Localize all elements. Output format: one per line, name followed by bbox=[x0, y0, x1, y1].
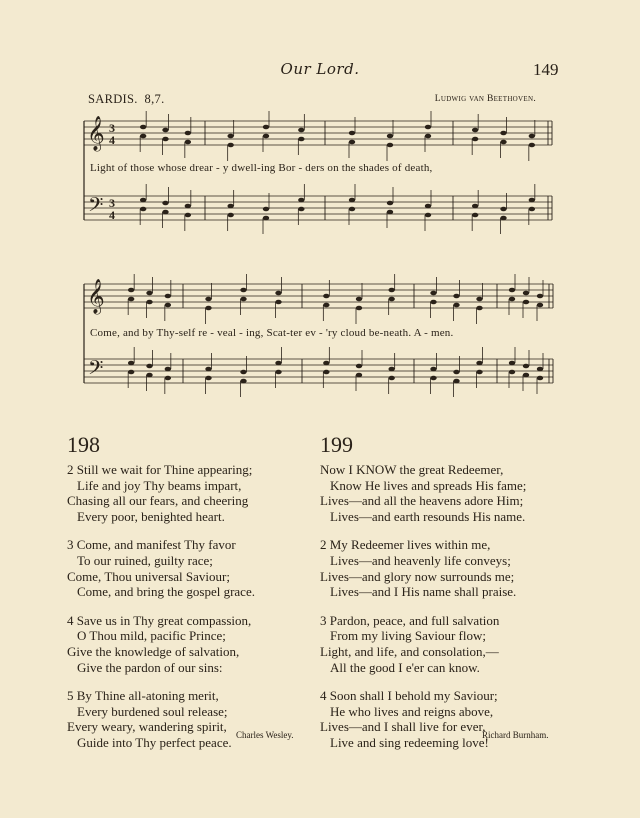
note-head bbox=[537, 367, 543, 372]
note-head bbox=[529, 198, 535, 203]
note-head bbox=[529, 143, 535, 148]
note-head bbox=[388, 288, 394, 293]
note-head bbox=[472, 213, 478, 218]
stanza-line: Now I KNOW the great Redeemer, bbox=[320, 462, 504, 477]
bass-clef-icon: 𝄢 bbox=[88, 356, 104, 384]
note-head bbox=[275, 291, 281, 296]
stanza-line: Chasing all our fears, and cheering bbox=[67, 493, 249, 509]
composer-credit: Ludwig van Beethoven. bbox=[434, 94, 536, 104]
stanza-line: Lives—and earth resounds His name. bbox=[330, 508, 526, 524]
note-head bbox=[388, 367, 394, 372]
note-head bbox=[500, 140, 506, 145]
page-number: 149 bbox=[533, 60, 559, 79]
stanza-line: O Thou mild, pacific Prince; bbox=[77, 628, 226, 644]
note-head bbox=[185, 140, 191, 145]
note-head bbox=[537, 294, 543, 299]
bass-clef-icon: 𝄢 bbox=[88, 193, 104, 221]
lyrics-line-2: Come, and by Thy-self re - veal - ing, Scat-ter ev - 'ry cloud be-neath. A - men. bbox=[90, 327, 454, 339]
note-head bbox=[453, 370, 459, 375]
treble-clef-icon: 𝄞 bbox=[87, 279, 105, 314]
stanza bbox=[67, 462, 317, 524]
treble-clef-icon: 𝄞 bbox=[87, 116, 105, 151]
note-head bbox=[537, 303, 543, 308]
note-head bbox=[165, 367, 171, 372]
note-head bbox=[349, 131, 355, 136]
stanza bbox=[320, 613, 570, 675]
stanza-line: From my living Saviour flow; bbox=[330, 628, 486, 644]
note-head bbox=[430, 291, 436, 296]
note-head bbox=[240, 379, 246, 384]
lyrics-line-1: Light of those whose drear - y dwell-ing Bor - ders on the shades of death, bbox=[90, 162, 433, 174]
note-head bbox=[425, 125, 431, 130]
stanza-line: To our ruined, guilty race; bbox=[77, 552, 213, 568]
note-head bbox=[388, 376, 394, 381]
note-head bbox=[523, 364, 529, 369]
note-head bbox=[146, 373, 152, 378]
author-credit: Richard Burnham. bbox=[482, 730, 549, 740]
note-head bbox=[162, 128, 168, 133]
note-head bbox=[185, 213, 191, 218]
author-credit: Charles Wesley. bbox=[236, 730, 294, 740]
note-head bbox=[140, 198, 146, 203]
note-head bbox=[275, 300, 281, 305]
note-head bbox=[387, 143, 393, 148]
stanza bbox=[67, 688, 317, 750]
note-head bbox=[128, 288, 134, 293]
hymn-number: 199 bbox=[320, 432, 353, 457]
note-head bbox=[425, 213, 431, 218]
stanza-line: Give the knowledge of salvation, bbox=[67, 643, 240, 659]
stanza-line: All the good I e'er can know. bbox=[330, 659, 480, 675]
note-head bbox=[146, 364, 152, 369]
note-head bbox=[356, 373, 362, 378]
stanza-line: Every poor, benighted heart. bbox=[77, 508, 225, 524]
note-head bbox=[476, 361, 482, 366]
note-head bbox=[205, 367, 211, 372]
stanza-line: 5 By Thine all-atoning merit, bbox=[67, 688, 219, 704]
note-head bbox=[476, 370, 482, 375]
note-head bbox=[128, 370, 134, 375]
note-head bbox=[537, 376, 543, 381]
note-head bbox=[388, 297, 394, 302]
note-head bbox=[298, 137, 304, 142]
note-head bbox=[165, 303, 171, 308]
note-head bbox=[185, 204, 191, 209]
note-head bbox=[128, 297, 134, 302]
tune-meter: 8,7. bbox=[144, 92, 165, 106]
note-head bbox=[509, 288, 515, 293]
note-head bbox=[323, 370, 329, 375]
note-head bbox=[263, 125, 269, 130]
stanza-line: 2 Still we wait for Thine appearing; bbox=[67, 462, 253, 477]
stanza-line: Lives—and glory now surrounds me; bbox=[320, 568, 515, 584]
note-head bbox=[349, 207, 355, 212]
hymn-199 bbox=[320, 432, 570, 751]
time-signature: 3 bbox=[109, 196, 115, 210]
note-head bbox=[430, 300, 436, 305]
note-head bbox=[205, 306, 211, 311]
note-head bbox=[162, 210, 168, 215]
note-head bbox=[472, 137, 478, 142]
note-head bbox=[509, 297, 515, 302]
stanza-line: Life and joy Thy beams impart, bbox=[77, 477, 242, 493]
note-head bbox=[227, 134, 233, 139]
note-head bbox=[165, 294, 171, 299]
note-head bbox=[509, 361, 515, 366]
note-head bbox=[476, 306, 482, 311]
stanza-line: Lives—and I shall live for ever, bbox=[320, 719, 486, 735]
stanza-line: He who lives and reigns above, bbox=[330, 703, 494, 719]
stanza-line: Light, and life, and consolation,— bbox=[320, 643, 499, 659]
note-head bbox=[240, 370, 246, 375]
note-head bbox=[472, 128, 478, 133]
stanza-line: Come, and bring the gospel grace. bbox=[77, 584, 255, 600]
note-head bbox=[529, 207, 535, 212]
stanza-line: Come, Thou universal Saviour; bbox=[67, 568, 230, 584]
stanza bbox=[67, 613, 317, 675]
running-title: Our Lord. bbox=[280, 60, 360, 78]
note-head bbox=[453, 294, 459, 299]
note-head bbox=[165, 376, 171, 381]
note-head bbox=[509, 370, 515, 375]
note-head bbox=[162, 137, 168, 142]
note-head bbox=[529, 134, 535, 139]
note-head bbox=[523, 300, 529, 305]
note-head bbox=[387, 210, 393, 215]
stanza-line: 3 Come, and manifest Thy favor bbox=[67, 537, 236, 553]
note-head bbox=[227, 213, 233, 218]
note-head bbox=[425, 134, 431, 139]
note-head bbox=[146, 291, 152, 296]
stanza-line: 2 My Redeemer lives within me, bbox=[320, 537, 491, 553]
hymn-198 bbox=[67, 432, 317, 751]
note-head bbox=[523, 291, 529, 296]
stanza-line: 4 Soon shall I behold my Saviour; bbox=[320, 688, 498, 704]
note-head bbox=[227, 143, 233, 148]
note-head bbox=[140, 134, 146, 139]
note-head bbox=[205, 297, 211, 302]
note-head bbox=[227, 204, 233, 209]
note-head bbox=[240, 297, 246, 302]
note-head bbox=[275, 361, 281, 366]
note-head bbox=[453, 303, 459, 308]
hymn-number: 198 bbox=[67, 432, 100, 457]
note-head bbox=[185, 131, 191, 136]
note-head bbox=[140, 207, 146, 212]
note-head bbox=[205, 376, 211, 381]
note-head bbox=[323, 361, 329, 366]
note-head bbox=[298, 128, 304, 133]
stanza-line: Give the pardon of our sins: bbox=[77, 659, 223, 675]
note-head bbox=[298, 198, 304, 203]
note-head bbox=[356, 364, 362, 369]
note-head bbox=[500, 131, 506, 136]
note-head bbox=[323, 303, 329, 308]
stanza-line: 3 Pardon, peace, and full salvation bbox=[320, 612, 500, 628]
stanza-line: Lives—and I His name shall praise. bbox=[330, 584, 517, 600]
note-head bbox=[356, 306, 362, 311]
note-head bbox=[387, 201, 393, 206]
stanza bbox=[320, 688, 570, 750]
note-head bbox=[430, 376, 436, 381]
note-head bbox=[263, 207, 269, 212]
time-signature: 3 bbox=[109, 121, 115, 135]
note-head bbox=[298, 207, 304, 212]
note-head bbox=[263, 216, 269, 221]
stanza-line: Every weary, wandering spirit, bbox=[67, 719, 227, 735]
stanza-line: Know He lives and spreads His fame; bbox=[330, 477, 527, 493]
stanza bbox=[320, 537, 570, 599]
note-head bbox=[500, 207, 506, 212]
note-head bbox=[263, 134, 269, 139]
note-head bbox=[476, 297, 482, 302]
note-head bbox=[523, 373, 529, 378]
stanza-line: Lives—and heavenly life conveys; bbox=[330, 552, 511, 568]
time-signature: 4 bbox=[109, 133, 115, 147]
note-head bbox=[387, 134, 393, 139]
note-head bbox=[146, 300, 152, 305]
note-head bbox=[356, 297, 362, 302]
note-head bbox=[425, 204, 431, 209]
note-head bbox=[323, 294, 329, 299]
note-head bbox=[500, 216, 506, 221]
note-head bbox=[140, 125, 146, 130]
stanza-line: Lives—and all the heavens adore Him; bbox=[320, 493, 524, 509]
note-head bbox=[275, 370, 281, 375]
stanza bbox=[67, 537, 317, 599]
time-signature: 4 bbox=[109, 208, 115, 222]
note-head bbox=[240, 288, 246, 293]
note-head bbox=[472, 204, 478, 209]
tune-name: SARDIS. bbox=[88, 92, 138, 106]
note-head bbox=[349, 198, 355, 203]
note-head bbox=[349, 140, 355, 145]
stanza-line: Every burdened soul release; bbox=[77, 703, 228, 719]
note-head bbox=[162, 201, 168, 206]
note-head bbox=[128, 361, 134, 366]
stanza bbox=[320, 462, 570, 524]
stanza-line: Guide into Thy perfect peace. bbox=[77, 734, 232, 750]
stanza-line: 4 Save us in Thy great compassion, bbox=[67, 612, 252, 628]
note-head bbox=[453, 379, 459, 384]
stanza-line: Live and sing redeeming love! bbox=[330, 734, 489, 750]
note-head bbox=[430, 367, 436, 372]
